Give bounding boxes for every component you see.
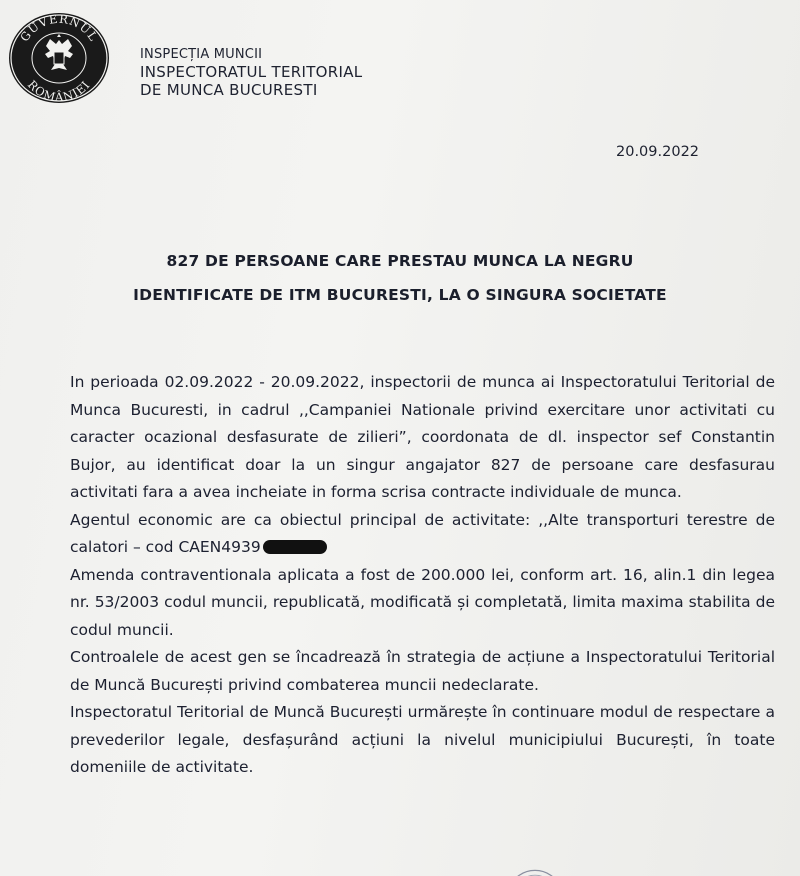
paragraph-3: Amenda contraventionala aplicata a fost de 200.000 lei, conform art. 16, alin.1 din legea nr. 53/2003 codul muncii, republicată, modificată și completată, limita maxima stabilita de codul muncii. [70, 565, 775, 639]
paragraph-4: Controalele de acest gen se încadrează în strategia de acțiune a Inspectoratului Teritorial de Muncă București privind combaterea muncii nedeclarate. [70, 648, 775, 694]
institution-line-2: INSPECTORATUL TERITORIAL [140, 62, 363, 81]
seal-text-bottom: ROMÂNIEI [24, 77, 94, 104]
paragraph-2 [70, 507, 775, 562]
paragraph-2-text: Agentul economic are ca obiectul principal de activitate: ,,Alte transporturi terestre de calatori – cod CAEN4939 [70, 510, 775, 556]
title-line-2: IDENTIFICATE DE ITM BUCURESTI, LA O SINGURA SOCIETATE [133, 286, 667, 304]
paragraph-5: Inspectoratul Teritorial de Muncă București urmărește în continuare modul de respectare a prevederilor legale, desfașurând acțiuni la nivelul municipiului București, în toate domeniile de activitate. [70, 703, 775, 776]
institution-line-1: INSPECȚIA MUNCII [140, 47, 263, 62]
document-body [70, 369, 775, 782]
paragraph-1: In perioada 02.09.2022 - 20.09.2022, inspectorii de munca ai Inspectoratului Teritorial de Munca Bucuresti, in cadrul ,,Campaniei Nationale privind exercitare unor activitati cu caracter ocazional desfasurate de zilieri”, coordonata de dl. inspector sef Constantin Bujor, au identificat doar la un singur angajator 827 de persoane care desfasurau activitati fara a avea incheiate in forma scrisa contracte individuale de munca. [70, 373, 775, 501]
institution-line-3: DE MUNCA BUCURESTI [140, 80, 318, 99]
document-title [0, 244, 800, 312]
document-date: 20.09.2022 [616, 144, 700, 160]
government-seal-icon [6, 10, 112, 104]
stamp-partial-icon [505, 858, 565, 876]
seal-text-top: GUVERNUL [17, 11, 101, 45]
institution-header [140, 47, 362, 99]
title-line-1: 827 DE PERSOANE CARE PRESTAU MUNCA LA NEGRU [166, 252, 634, 270]
redaction-mark [263, 540, 327, 554]
